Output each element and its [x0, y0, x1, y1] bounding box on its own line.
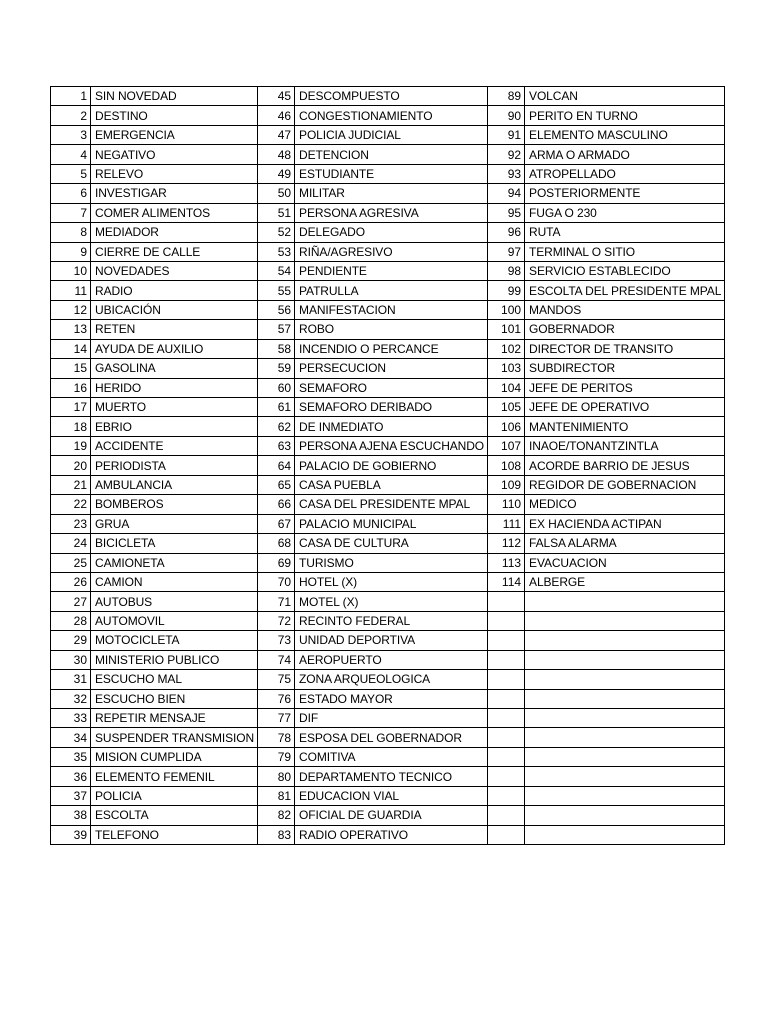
code-meaning: EDUCACION VIAL: [295, 786, 488, 805]
code-meaning: PALACIO DE GOBIERNO: [295, 456, 488, 475]
code-meaning: DIF: [295, 709, 488, 728]
code-number: 2: [51, 106, 91, 125]
code-number: 79: [258, 747, 295, 766]
code-number: 35: [51, 747, 91, 766]
code-number: 4: [51, 145, 91, 164]
code-number: 15: [51, 359, 91, 378]
code-meaning: SEMAFORO: [295, 378, 488, 397]
table-row: [51, 184, 725, 203]
code-meaning: COMITIVA: [295, 747, 488, 766]
code-meaning: [525, 631, 725, 650]
code-meaning: ATROPELLADO: [525, 164, 725, 183]
code-number: 9: [51, 242, 91, 261]
code-meaning: PERSONA AJENA ESCUCHANDO: [295, 436, 488, 455]
code-number: 55: [258, 281, 295, 300]
table-row: [51, 631, 725, 650]
code-meaning: MUERTO: [91, 398, 258, 417]
code-number: 26: [51, 572, 91, 591]
table-row: [51, 320, 725, 339]
code-number: 70: [258, 572, 295, 591]
code-number: 61: [258, 398, 295, 417]
code-number: 48: [258, 145, 295, 164]
code-meaning: TERMINAL O SITIO: [525, 242, 725, 261]
table-row: [51, 242, 725, 261]
code-number: 7: [51, 203, 91, 222]
code-number: [488, 767, 525, 786]
code-number: 74: [258, 650, 295, 669]
code-number: [488, 670, 525, 689]
code-number: [488, 611, 525, 630]
table-row: [51, 611, 725, 630]
code-meaning: ELEMENTO FEMENIL: [91, 767, 258, 786]
code-number: 67: [258, 514, 295, 533]
code-number: 24: [51, 534, 91, 553]
code-meaning: PERIODISTA: [91, 456, 258, 475]
code-meaning: DELEGADO: [295, 223, 488, 242]
code-meaning: INVESTIGAR: [91, 184, 258, 203]
code-meaning: REPETIR MENSAJE: [91, 709, 258, 728]
table-row: [51, 806, 725, 825]
code-meaning: AYUDA DE AUXILIO: [91, 339, 258, 358]
code-number: 110: [488, 495, 525, 514]
code-meaning: CASA DE CULTURA: [295, 534, 488, 553]
code-number: 92: [488, 145, 525, 164]
code-number: 17: [51, 398, 91, 417]
radio-codes-table: [50, 86, 725, 845]
code-meaning: CAMION: [91, 572, 258, 591]
table-row: [51, 106, 725, 125]
code-number: 27: [51, 592, 91, 611]
code-meaning: MILITAR: [295, 184, 488, 203]
code-number: 112: [488, 534, 525, 553]
code-number: 38: [51, 806, 91, 825]
code-number: [488, 806, 525, 825]
code-number: 89: [488, 87, 525, 106]
code-meaning: DIRECTOR DE TRANSITO: [525, 339, 725, 358]
code-number: 51: [258, 203, 295, 222]
code-number: 56: [258, 300, 295, 319]
code-meaning: MANDOS: [525, 300, 725, 319]
table-row: [51, 164, 725, 183]
code-number: 105: [488, 398, 525, 417]
code-number: 68: [258, 534, 295, 553]
table-row: [51, 359, 725, 378]
table-row: [51, 339, 725, 358]
code-meaning: RADIO: [91, 281, 258, 300]
table-row: [51, 767, 725, 786]
code-number: 31: [51, 670, 91, 689]
code-number: 102: [488, 339, 525, 358]
code-meaning: CASA DEL PRESIDENTE MPAL: [295, 495, 488, 514]
code-number: 76: [258, 689, 295, 708]
code-number: 60: [258, 378, 295, 397]
code-number: 93: [488, 164, 525, 183]
code-number: 11: [51, 281, 91, 300]
code-number: 99: [488, 281, 525, 300]
code-number: 28: [51, 611, 91, 630]
code-meaning: CONGESTIONAMIENTO: [295, 106, 488, 125]
code-number: 98: [488, 261, 525, 280]
code-meaning: EX HACIENDA ACTIPAN: [525, 514, 725, 533]
code-meaning: RECINTO FEDERAL: [295, 611, 488, 630]
table-row: [51, 689, 725, 708]
code-number: 101: [488, 320, 525, 339]
code-meaning: PERSONA AGRESIVA: [295, 203, 488, 222]
code-meaning: TELEFONO: [91, 825, 258, 844]
code-number: 73: [258, 631, 295, 650]
table-row: [51, 534, 725, 553]
code-meaning: MISION CUMPLIDA: [91, 747, 258, 766]
code-meaning: REGIDOR DE GOBERNACION: [525, 475, 725, 494]
code-number: 58: [258, 339, 295, 358]
code-number: [488, 631, 525, 650]
code-number: 32: [51, 689, 91, 708]
code-number: 94: [488, 184, 525, 203]
table-row: [51, 281, 725, 300]
code-meaning: ZONA ARQUEOLOGICA: [295, 670, 488, 689]
code-number: 6: [51, 184, 91, 203]
code-number: 14: [51, 339, 91, 358]
code-meaning: VOLCAN: [525, 87, 725, 106]
code-meaning: RIÑA/AGRESIVO: [295, 242, 488, 261]
code-meaning: RADIO OPERATIVO: [295, 825, 488, 844]
code-number: 57: [258, 320, 295, 339]
code-number: 77: [258, 709, 295, 728]
code-number: 39: [51, 825, 91, 844]
code-meaning: RUTA: [525, 223, 725, 242]
code-meaning: AMBULANCIA: [91, 475, 258, 494]
code-meaning: RELEVO: [91, 164, 258, 183]
code-number: 29: [51, 631, 91, 650]
table-row: [51, 378, 725, 397]
code-number: 21: [51, 475, 91, 494]
radio-codes-body: [51, 87, 725, 845]
code-meaning: [525, 709, 725, 728]
code-number: 37: [51, 786, 91, 805]
table-row: [51, 145, 725, 164]
code-meaning: AEROPUERTO: [295, 650, 488, 669]
code-meaning: DESCOMPUESTO: [295, 87, 488, 106]
code-meaning: ACCIDENTE: [91, 436, 258, 455]
table-row: [51, 436, 725, 455]
code-meaning: [525, 806, 725, 825]
table-row: [51, 592, 725, 611]
code-meaning: SUBDIRECTOR: [525, 359, 725, 378]
code-meaning: EVACUACION: [525, 553, 725, 572]
code-number: 64: [258, 456, 295, 475]
code-number: 53: [258, 242, 295, 261]
code-number: 81: [258, 786, 295, 805]
code-number: 113: [488, 553, 525, 572]
code-meaning: CIERRE DE CALLE: [91, 242, 258, 261]
code-meaning: ESTADO MAYOR: [295, 689, 488, 708]
code-meaning: MINISTERIO PUBLICO: [91, 650, 258, 669]
code-meaning: DETENCION: [295, 145, 488, 164]
code-meaning: MOTOCICLETA: [91, 631, 258, 650]
code-number: 95: [488, 203, 525, 222]
code-meaning: JEFE DE OPERATIVO: [525, 398, 725, 417]
code-number: 54: [258, 261, 295, 280]
code-number: 10: [51, 261, 91, 280]
code-number: 106: [488, 417, 525, 436]
table-row: [51, 456, 725, 475]
code-number: 104: [488, 378, 525, 397]
code-number: 100: [488, 300, 525, 319]
code-meaning: [525, 611, 725, 630]
code-meaning: GOBERNADOR: [525, 320, 725, 339]
code-number: 1: [51, 87, 91, 106]
code-meaning: ESCUCHO MAL: [91, 670, 258, 689]
code-number: 62: [258, 417, 295, 436]
table-row: [51, 495, 725, 514]
code-number: [488, 747, 525, 766]
code-number: 107: [488, 436, 525, 455]
code-meaning: SIN NOVEDAD: [91, 87, 258, 106]
code-number: 52: [258, 223, 295, 242]
code-meaning: PENDIENTE: [295, 261, 488, 280]
code-meaning: UNIDAD DEPORTIVA: [295, 631, 488, 650]
code-meaning: UBICACIÓN: [91, 300, 258, 319]
table-row: [51, 417, 725, 436]
code-number: [488, 728, 525, 747]
code-number: 97: [488, 242, 525, 261]
code-meaning: DESTINO: [91, 106, 258, 125]
table-row: [51, 223, 725, 242]
code-number: 30: [51, 650, 91, 669]
code-number: [488, 689, 525, 708]
code-meaning: ALBERGE: [525, 572, 725, 591]
code-meaning: MEDIADOR: [91, 223, 258, 242]
code-meaning: [525, 767, 725, 786]
table-row: [51, 709, 725, 728]
table-row: [51, 553, 725, 572]
code-meaning: [525, 689, 725, 708]
code-meaning: JEFE DE PERITOS: [525, 378, 725, 397]
code-number: 22: [51, 495, 91, 514]
code-number: 108: [488, 456, 525, 475]
code-meaning: MANTENIMIENTO: [525, 417, 725, 436]
code-meaning: COMER ALIMENTOS: [91, 203, 258, 222]
code-number: [488, 592, 525, 611]
code-meaning: GRUA: [91, 514, 258, 533]
code-number: [488, 825, 525, 844]
code-number: 36: [51, 767, 91, 786]
table-row: [51, 261, 725, 280]
code-meaning: ROBO: [295, 320, 488, 339]
code-meaning: MOTEL (X): [295, 592, 488, 611]
code-meaning: CASA PUEBLA: [295, 475, 488, 494]
code-meaning: RETEN: [91, 320, 258, 339]
code-number: 46: [258, 106, 295, 125]
code-number: 45: [258, 87, 295, 106]
code-number: 33: [51, 709, 91, 728]
code-number: 8: [51, 223, 91, 242]
code-number: 78: [258, 728, 295, 747]
code-meaning: PALACIO MUNICIPAL: [295, 514, 488, 533]
code-meaning: AUTOBUS: [91, 592, 258, 611]
code-number: 65: [258, 475, 295, 494]
code-number: 91: [488, 125, 525, 144]
code-number: 34: [51, 728, 91, 747]
table-row: [51, 125, 725, 144]
code-meaning: HERIDO: [91, 378, 258, 397]
code-meaning: PERSECUCION: [295, 359, 488, 378]
table-row: [51, 650, 725, 669]
code-meaning: EMERGENCIA: [91, 125, 258, 144]
code-number: 66: [258, 495, 295, 514]
code-meaning: PERITO EN TURNO: [525, 106, 725, 125]
code-meaning: ESPOSA DEL GOBERNADOR: [295, 728, 488, 747]
code-meaning: NOVEDADES: [91, 261, 258, 280]
code-number: 50: [258, 184, 295, 203]
table-row: [51, 786, 725, 805]
table-row: [51, 670, 725, 689]
code-meaning: FUGA O 230: [525, 203, 725, 222]
code-meaning: OFICIAL DE GUARDIA: [295, 806, 488, 825]
code-number: 23: [51, 514, 91, 533]
code-meaning: [525, 786, 725, 805]
code-number: [488, 650, 525, 669]
code-meaning: HOTEL (X): [295, 572, 488, 591]
code-number: 109: [488, 475, 525, 494]
code-meaning: INCENDIO O PERCANCE: [295, 339, 488, 358]
code-number: [488, 709, 525, 728]
code-meaning: [525, 670, 725, 689]
table-row: [51, 514, 725, 533]
table-row: [51, 475, 725, 494]
code-meaning: DE INMEDIATO: [295, 417, 488, 436]
code-number: 71: [258, 592, 295, 611]
code-number: 69: [258, 553, 295, 572]
code-meaning: MEDICO: [525, 495, 725, 514]
code-meaning: SEMAFORO DERIBADO: [295, 398, 488, 417]
code-meaning: PATRULLA: [295, 281, 488, 300]
table-row: [51, 203, 725, 222]
code-number: 49: [258, 164, 295, 183]
code-number: 75: [258, 670, 295, 689]
code-meaning: BICICLETA: [91, 534, 258, 553]
code-meaning: MANIFESTACION: [295, 300, 488, 319]
code-meaning: [525, 728, 725, 747]
code-meaning: [525, 747, 725, 766]
code-meaning: POLICIA JUDICIAL: [295, 125, 488, 144]
code-meaning: CAMIONETA: [91, 553, 258, 572]
code-number: 25: [51, 553, 91, 572]
code-number: 82: [258, 806, 295, 825]
code-meaning: ELEMENTO MASCULINO: [525, 125, 725, 144]
code-number: [488, 786, 525, 805]
code-meaning: FALSA ALARMA: [525, 534, 725, 553]
code-meaning: ESCOLTA: [91, 806, 258, 825]
code-meaning: ARMA O ARMADO: [525, 145, 725, 164]
code-meaning: BOMBEROS: [91, 495, 258, 514]
code-meaning: [525, 650, 725, 669]
table-row: [51, 825, 725, 844]
code-number: 20: [51, 456, 91, 475]
code-meaning: [525, 825, 725, 844]
table-row: [51, 87, 725, 106]
code-meaning: POSTERIORMENTE: [525, 184, 725, 203]
code-meaning: EBRIO: [91, 417, 258, 436]
code-number: 47: [258, 125, 295, 144]
code-meaning: SUSPENDER TRANSMISION: [91, 728, 258, 747]
code-number: 3: [51, 125, 91, 144]
table-row: [51, 572, 725, 591]
code-meaning: NEGATIVO: [91, 145, 258, 164]
code-meaning: GASOLINA: [91, 359, 258, 378]
code-number: 12: [51, 300, 91, 319]
code-meaning: TURISMO: [295, 553, 488, 572]
code-number: 111: [488, 514, 525, 533]
code-number: 103: [488, 359, 525, 378]
code-number: 96: [488, 223, 525, 242]
code-number: 72: [258, 611, 295, 630]
code-number: 59: [258, 359, 295, 378]
code-meaning: AUTOMOVIL: [91, 611, 258, 630]
code-meaning: [525, 592, 725, 611]
code-meaning: ESCUCHO BIEN: [91, 689, 258, 708]
code-number: 16: [51, 378, 91, 397]
code-number: 83: [258, 825, 295, 844]
code-meaning: ESTUDIANTE: [295, 164, 488, 183]
code-meaning: ESCOLTA DEL PRESIDENTE MPAL: [525, 281, 725, 300]
table-row: [51, 728, 725, 747]
code-number: 19: [51, 436, 91, 455]
code-number: 63: [258, 436, 295, 455]
code-meaning: DEPARTAMENTO TECNICO: [295, 767, 488, 786]
code-number: 5: [51, 164, 91, 183]
table-row: [51, 747, 725, 766]
table-row: [51, 300, 725, 319]
code-meaning: ACORDE BARRIO DE JESUS: [525, 456, 725, 475]
code-number: 18: [51, 417, 91, 436]
code-number: 13: [51, 320, 91, 339]
code-meaning: POLICIA: [91, 786, 258, 805]
code-number: 80: [258, 767, 295, 786]
code-number: 90: [488, 106, 525, 125]
code-number: 114: [488, 572, 525, 591]
code-meaning: INAOE/TONANTZINTLA: [525, 436, 725, 455]
table-row: [51, 398, 725, 417]
code-meaning: SERVICIO ESTABLECIDO: [525, 261, 725, 280]
